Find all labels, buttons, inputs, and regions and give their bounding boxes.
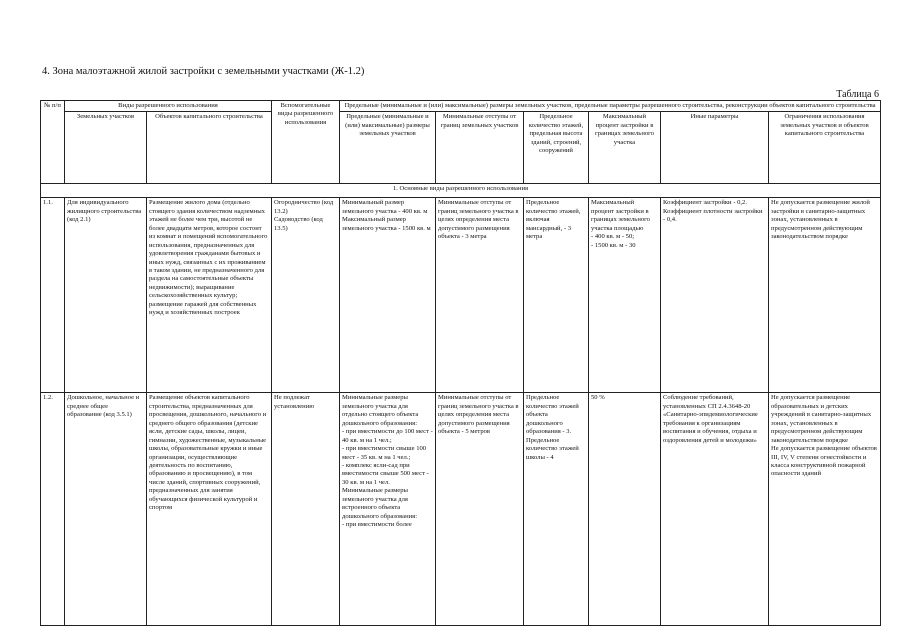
document-title: 4. Зона малоэтажной жилой застройки с земельными участками (Ж-1.2): [42, 66, 365, 77]
row-land: Дошкольное, начальное и среднее общее образование (код 3.5.1): [65, 393, 147, 626]
row-other: Соблюдение требований, установленных СП 2.4.3648-20 «Санитарно-эпидемиологические требования к организациям воспитания и обучения, отдыха и оздоровления детей и молодежи»: [661, 393, 769, 626]
header-aux: Вспомогательные виды разрешенного использования: [272, 101, 340, 184]
row-land: Для индивидуального жилищного строительства (код 2.1): [65, 198, 147, 393]
row-num: 1.2.: [41, 393, 65, 626]
header-num: № п/п: [41, 101, 65, 184]
row-num: 1.1.: [41, 198, 65, 393]
row-floors: Предельное количество этажей, включая мансардный, - 3 метра: [524, 198, 589, 393]
row-size: Минимальные размеры земельного участка для отдельно стоящего объекта дошкольного образования: - при вместимости до 100 мест - 40 кв. м на 1 чел.; - при вместимости свыше 100 мест - 35 кв. м на 1 чел.; - комплекс ясли-сад при вместимости свыше 500 мест - 30 кв. м на 1 чел. Минимальные размеры земельного участка для встроенного объекта дошкольного образования: - при вместимости более: [340, 393, 436, 626]
row-setback: Минимальные отступы от границ земельного участка в целях определения места допустимого размещения объекта - 3 метра: [436, 198, 524, 393]
header-row-1: [41, 101, 881, 112]
row-coverage: Максимальный процент застройки в границах земельного участка площадью - 400 кв. м - 50; - 1500 кв. м - 30: [589, 198, 661, 393]
row-size: Минимальный размер земельного участка - 400 кв. м Максимальный размер земельного участка - 1500 кв. м: [340, 198, 436, 393]
row-oks: Размещение жилого дома (отдельно стоящего здания количеством надземных этажей не более чем три, высотой не более двадцати метров, которое состоит из комнат и помещений вспомогательного использования, предназначенных для удовлетворения гражданами бытовых и иных нужд, связанных с их проживанием в таком здании, не предназначенного для раздела на самостоятельные объекты недвижимости); выращивание сельскохозяйственных культур; размещение гаражей для собственных нужд и хозяйственных построек: [147, 198, 272, 393]
row-floors: Предельное количество этажей объекта дошкольного образования - 3. Предельное количество этажей школы - 4: [524, 393, 589, 626]
header-size: Предельные (минимальные и (или) максимальные) размеры земельных участков: [340, 112, 436, 184]
row-other: Коэффициент застройки - 0,2. Коэффициент плотности застройки - 0,4.: [661, 198, 769, 393]
header-other: Иные параметры: [661, 112, 769, 184]
row-aux: Огородничество (код 13.2) Садоводство (код 13.5): [272, 198, 340, 393]
row-setback: Минимальные отступы от границ земельного участка в целях определения места допустимого размещения объекта - 5 метров: [436, 393, 524, 626]
row-restrictions: Не допускается размещение жилой застройки в санитарно-защитных зонах, установленных в предусмотренном действующим законодательством порядке: [769, 198, 881, 393]
header-restrictions: Ограничения использования земельных участков и объектов капитального строительства: [769, 112, 881, 184]
header-coverage: Максимальный процент застройки в границах земельного участка: [589, 112, 661, 184]
header-floors: Предельное количество этажей, предельная высота зданий, строений, сооружений: [524, 112, 589, 184]
header-row-2: [41, 112, 881, 184]
header-oks: Объектов капитального строительства: [147, 112, 272, 184]
row-coverage: 50 %: [589, 393, 661, 626]
section-row: [41, 184, 881, 198]
section-title: 1. Основные виды разрешенного использования: [41, 184, 881, 198]
regulations-table: [40, 100, 881, 626]
header-limits-group: Предельные (минимальные и (или) максимальные) размеры земельных участков, предельные параметры разрешенного строительства, реконструкции объектов капитального строительства: [340, 101, 881, 112]
row-oks: Размещение объектов капитального строительства, предназначенных для просвещения, дошкольного, начального и среднего общего образования (детские ясли, детские сады, школы, лицеи, гимназии, художественные, музыкальные школы, образовательные кружки и иные организации, осуществляющие деятельность по воспитанию, образованию и просвещению), в том числе зданий, спортивных сооружений, предназначенных для занятия обучающихся физической культурой и спортом: [147, 393, 272, 626]
row-aux: Не подлежат установлению: [272, 393, 340, 626]
header-land: Земельных участков: [65, 112, 147, 184]
table-number: Таблица 6: [836, 89, 879, 100]
header-vri-group: Виды разрешенного использования: [65, 101, 272, 112]
table-row: [41, 393, 881, 626]
table-row: [41, 198, 881, 393]
row-restrictions: Не допускается размещение образовательных и детских учреждений в санитарно-защитных зонах, установленных в предусмотренном действующим законодательством порядке Не допускается размещение объектов III, IV, V степени огнестойкости и класса конструктивной пожарной опасности зданий: [769, 393, 881, 626]
header-setback: Минимальные отступы от границ земельных участков: [436, 112, 524, 184]
